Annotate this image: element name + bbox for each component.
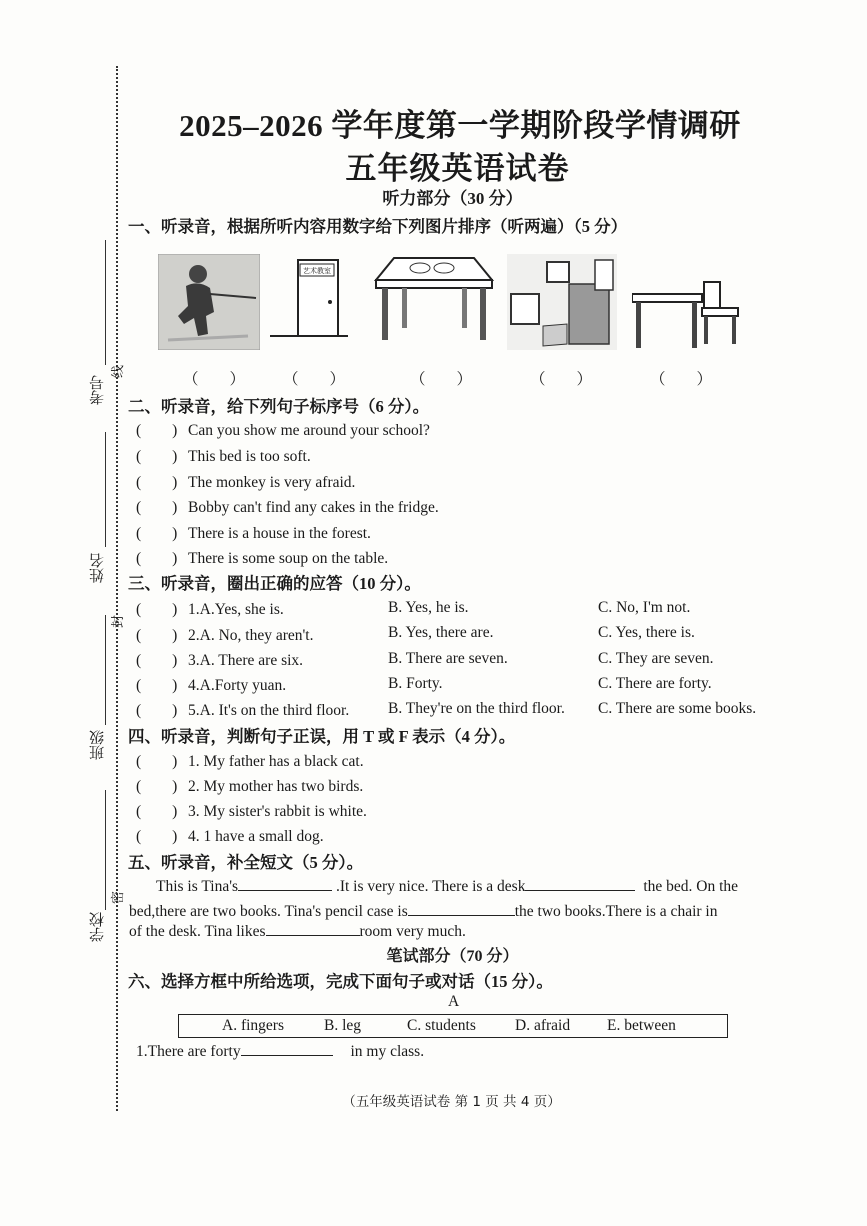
list-item: ( ) There is a house in the forest. (136, 521, 371, 543)
choice-b[interactable]: B. Yes, there are. (388, 624, 494, 641)
picture-answer-4[interactable]: （ ） (530, 371, 593, 388)
door-sign-text: 艺术教室 (303, 267, 331, 275)
choice-row: ( ) 4.A.Forty yuan. (136, 673, 286, 695)
part5-heading: 五、听录音，补全短文（5 分）。 (128, 853, 364, 872)
picture-fisherman (158, 254, 260, 355)
answer-paren[interactable]: ( ) (136, 601, 178, 618)
part2-heading: 二、听录音，给下列句子标序号（6 分）。 (128, 397, 430, 416)
picture-answer-5[interactable]: （ ） (650, 371, 713, 388)
choice-c[interactable]: C. No, I'm not. (598, 599, 691, 616)
choice-row: ( ) 2.A. No, they aren't. (136, 623, 313, 645)
picture-answer-1[interactable]: （ ） (183, 371, 246, 388)
answer-paren[interactable]: ( ) (136, 499, 178, 516)
exam-subtitle: 五年级英语试卷 (345, 151, 570, 186)
choice-row: ( ) 3.A. There are six. (136, 648, 303, 670)
part3-heading: 三、听录音，圈出正确的应答（10 分）。 (128, 574, 421, 593)
exam-number-blank[interactable] (105, 240, 106, 365)
answer-paren[interactable]: ( ) (136, 550, 178, 567)
option-c[interactable]: C. students (407, 1017, 476, 1034)
name-blank[interactable] (105, 432, 106, 547)
picture-answer-2[interactable]: （ ） (283, 371, 346, 388)
answer-paren[interactable]: ( ) (136, 778, 178, 795)
choice-b[interactable]: B. There are seven. (388, 650, 508, 667)
list-item: ( ) 4. 1 have a small dog. (136, 824, 324, 846)
list-item: ( ) Bobby can't find any cakes in the fridge. (136, 495, 439, 517)
listening-heading: 听力部分（30 分） (382, 189, 523, 208)
answer-paren[interactable]: ( ) (136, 677, 178, 694)
blank-4[interactable] (266, 920, 360, 936)
picture-answer-3[interactable]: （ ） (410, 371, 473, 388)
answer-paren[interactable]: ( ) (136, 474, 178, 491)
question-1-blank[interactable] (241, 1040, 333, 1056)
part1-heading: 一、听录音，根据所听内容用数字给下列图片排序（听两遍）（5 分） (128, 217, 628, 236)
blank-2[interactable] (525, 875, 635, 891)
exam-title: 2025–2026 学年度第一学期阶段学情调研 (179, 108, 741, 143)
choice-row: ( ) 5.A. It's on the third floor. (136, 698, 349, 720)
seal-mark-feng: 封 (111, 614, 127, 629)
written-heading: 笔试部分（70 分） (386, 948, 519, 965)
question-1: 1.There are forty in my class. (136, 1040, 424, 1061)
passage-line-2: bed,there are two books. Tina's pencil case is the two books.There is a chair in (129, 900, 717, 921)
class-label: 班级 (88, 730, 106, 760)
passage-line-1: This is Tina's .It is very nice. There is a desk the bed. On the (156, 875, 738, 896)
option-b[interactable]: B. leg (324, 1017, 362, 1034)
answer-paren[interactable]: ( ) (136, 753, 178, 770)
option-e[interactable]: E. between (607, 1017, 676, 1034)
choice-c[interactable]: C. There are forty. (598, 675, 712, 692)
choice-c[interactable]: C. There are some books. (598, 700, 757, 717)
blank-1[interactable] (238, 875, 332, 891)
answer-paren[interactable]: ( ) (136, 652, 178, 669)
list-item: ( ) Can you show me around your school? (136, 418, 430, 440)
picture-bedroom (507, 254, 617, 355)
answer-paren[interactable]: ( ) (136, 422, 178, 439)
picture-art-room-door (270, 254, 350, 345)
list-item: ( ) This bed is too soft. (136, 444, 311, 466)
picture-table-and-chair (632, 254, 744, 355)
choice-c[interactable]: C. They are seven. (598, 650, 714, 667)
exam-number-label: 考号 (88, 375, 106, 405)
answer-paren[interactable]: ( ) (136, 448, 178, 465)
answer-paren[interactable]: ( ) (136, 828, 178, 845)
choice-b[interactable]: B. Forty. (388, 675, 443, 692)
choice-row: ( ) 1.A.Yes, she is. (136, 597, 284, 619)
passage-line-3: of the desk. Tina likes room very much. (129, 920, 466, 941)
answer-paren[interactable]: ( ) (136, 702, 178, 719)
list-item: ( ) The monkey is very afraid. (136, 470, 355, 492)
answer-paren[interactable]: ( ) (136, 525, 178, 542)
school-blank[interactable] (105, 790, 106, 910)
seal-mark-mi: 密 (111, 890, 127, 905)
name-label: 姓名 (88, 553, 106, 583)
option-d[interactable]: D. afraid (515, 1017, 571, 1034)
answer-paren[interactable]: ( ) (136, 803, 178, 820)
page-footer: （五年级英语试卷 第 1 页 共 4 页） (342, 1094, 561, 1110)
answer-paren[interactable]: ( ) (136, 627, 178, 644)
school-label: 学校 (88, 912, 106, 942)
picture-table (372, 254, 496, 351)
seal-mark-xian: 线 (111, 364, 127, 379)
options-box (178, 1014, 728, 1038)
choice-b[interactable]: B. They're on the third floor. (388, 700, 565, 717)
part6-heading: 六、选择方框中所给选项，完成下面句子或对话（15 分）。 (128, 972, 553, 991)
list-item: ( ) There is some soup on the table. (136, 546, 388, 568)
list-item: ( ) 3. My sister's rabbit is white. (136, 799, 367, 821)
list-item: ( ) 2. My mother has two birds. (136, 774, 363, 796)
class-blank[interactable] (105, 615, 106, 725)
option-a[interactable]: A. fingers (222, 1017, 284, 1034)
part4-heading: 四、听录音，判断句子正误，用 T 或 F 表示（4 分）。 (128, 727, 516, 746)
list-item: ( ) 1. My father has a black cat. (136, 749, 364, 771)
blank-3[interactable] (408, 900, 515, 916)
box-label: A (448, 993, 460, 1010)
choice-c[interactable]: C. Yes, there is. (598, 624, 695, 641)
choice-b[interactable]: B. Yes, he is. (388, 599, 469, 616)
